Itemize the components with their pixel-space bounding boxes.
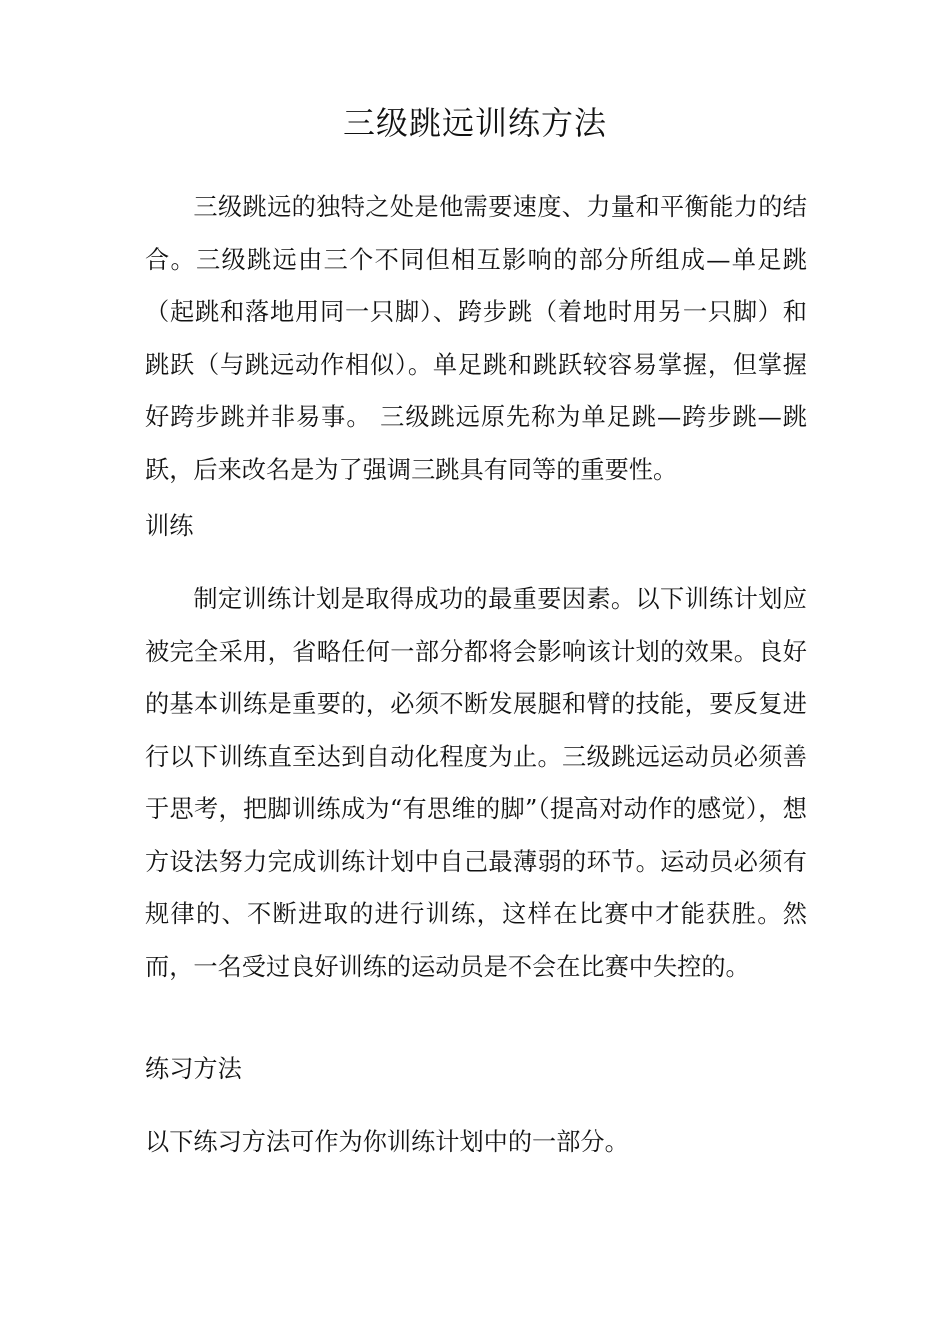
document-title: 三级跳远训练方法 — [342, 104, 607, 142]
section-heading-methods: 练习方法 — [145, 1055, 242, 1083]
paragraph-methods: 以下练习方法可作为你训练计划中的一部分。 — [145, 1128, 629, 1156]
paragraph-intro: 三级跳远的独特之处是他需要速度、力量和平衡能力的结合。三级跳远由三个不同但相互影响的部分所组成—单足跳（起跳和落地用同一只脚）、跨步跳（着地时用另一只脚）和跳跃（与跳远动作相似）。单足跳和跳跃较容易掌握，但掌握好跨步跳并非易事。 三级跳远原先称为单足跳—跨步跳—跳跃，后来改名是为了强调三跳具有同等的重要性。 — [145, 193, 807, 484]
section-heading-training: 训练 — [145, 512, 194, 540]
paragraph-training: 制定训练计划是取得成功的最重要因素。以下训练计划应被完全采用，省略任何一部分都将会影响该计划的效果。良好的基本训练是重要的，必须不断发展腿和臂的技能，要反复进行以下训练直至达到自动化程度为止。三级跳远运动员必须善于思考，把脚训练成为“有思维的脚”（提高对动作的感觉），想方设法努力完成训练计划中自己最薄弱的环节。运动员必须有规律的、不断进取的进行训练，这样在比赛中才能获胜。然而，一名受过良好训练的运动员是不会在比赛中失控的。 — [145, 585, 807, 981]
